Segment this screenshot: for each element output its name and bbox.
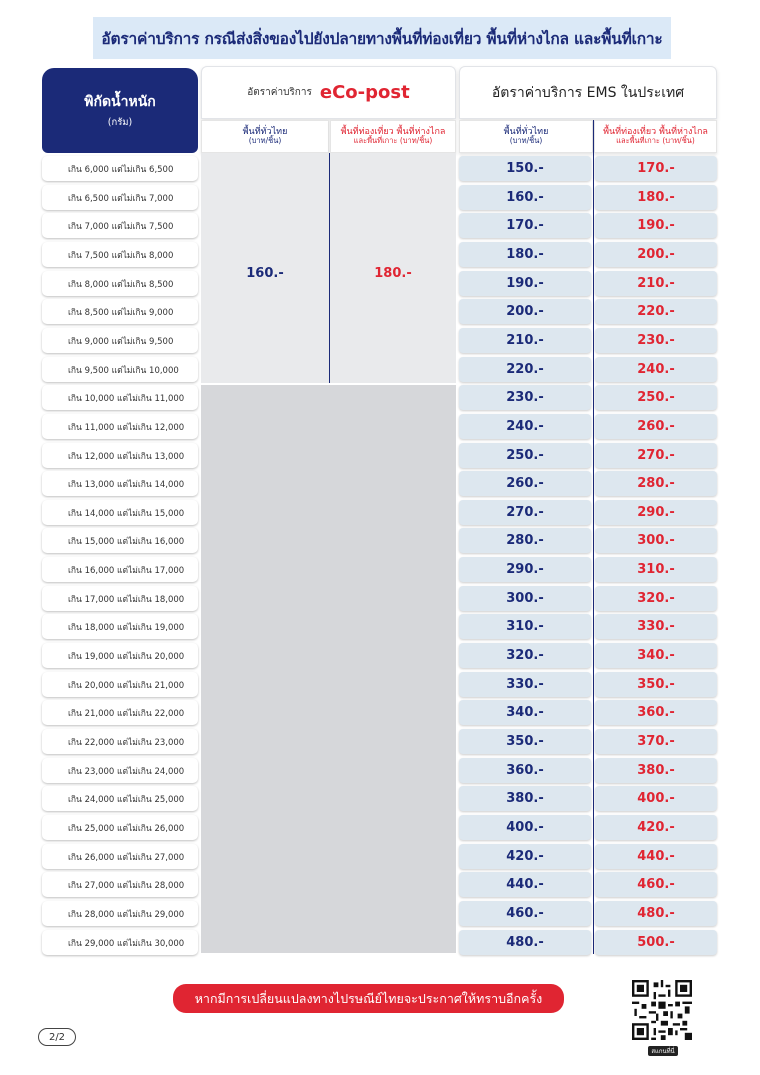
weight-range-cell: เกิน 25,000 แต่ไม่เกิน 26,000 bbox=[42, 815, 198, 840]
change-notice-banner: หากมีการเปลี่ยนแปลงทางไปรษณีย์ไทยจะประกาศให้ทราบอีกครั้ง bbox=[173, 984, 564, 1013]
subheader-line: พื้นที่ทั่วไทย bbox=[503, 126, 549, 137]
ems-remote-subheader bbox=[594, 120, 717, 153]
eco-general-subheader bbox=[201, 120, 329, 153]
subheader-unit: และพื้นที่เกาะ (บาท/ชิ้น) bbox=[616, 136, 695, 146]
page-title: อัตราค่าบริการ กรณีส่งสิ่งของไปยังปลายทางพื้นที่ท่องเที่ยว พื้นที่ห่างไกล และพื้นที่เกาะ bbox=[93, 17, 671, 59]
ems-remote-rate-cell: 290.- bbox=[595, 500, 717, 525]
ems-general-rate-cell: 460.- bbox=[459, 901, 591, 926]
weight-range-cell: เกิน 19,000 แต่ไม่เกิน 20,000 bbox=[42, 643, 198, 668]
subheader-unit: และพื้นที่เกาะ (บาท/ชิ้น) bbox=[353, 136, 433, 146]
weight-range-cell: เกิน 18,000 แต่ไม่เกิน 19,000 bbox=[42, 614, 198, 639]
ems-remote-rate-cell: 360.- bbox=[595, 700, 717, 725]
weight-range-cell: เกิน 28,000 แต่ไม่เกิน 29,000 bbox=[42, 901, 198, 926]
ems-remote-rate-cell: 190.- bbox=[595, 213, 717, 238]
ems-general-rate-cell: 310.- bbox=[459, 614, 591, 639]
ems-general-rate-cell: 180.- bbox=[459, 242, 591, 267]
ems-general-rate-cell: 220.- bbox=[459, 357, 591, 382]
qr-code-icon[interactable] bbox=[632, 980, 692, 1040]
ems-general-rate-cell: 170.- bbox=[459, 213, 591, 238]
ems-remote-rate-cell: 260.- bbox=[595, 414, 717, 439]
ems-general-rate-cell: 210.- bbox=[459, 328, 591, 353]
ems-remote-rate-cell: 170.- bbox=[595, 156, 717, 181]
ems-general-rate-cell: 150.- bbox=[459, 156, 591, 181]
ems-remote-rate-cell: 330.- bbox=[595, 614, 717, 639]
ems-general-rate-cell: 240.- bbox=[459, 414, 591, 439]
ems-general-rate-cell: 200.- bbox=[459, 299, 591, 324]
eco-post-unavailable-block bbox=[201, 385, 456, 953]
ems-general-rate-cell: 160.- bbox=[459, 185, 591, 210]
ems-remote-rate-cell: 400.- bbox=[595, 786, 717, 811]
weight-range-cell: เกิน 9,500 แต่ไม่เกิน 10,000 bbox=[42, 357, 198, 382]
subheader-line: พื้นที่ท่องเที่ยว พื้นที่ห่างไกล bbox=[340, 126, 446, 137]
ems-general-rate-cell: 320.- bbox=[459, 643, 591, 668]
ems-remote-rate-cell: 230.- bbox=[595, 328, 717, 353]
ems-remote-rate-cell: 240.- bbox=[595, 357, 717, 382]
ems-remote-rate-cell: 270.- bbox=[595, 443, 717, 468]
ems-remote-rate-cell: 320.- bbox=[595, 586, 717, 611]
ems-remote-rate-cell: 310.- bbox=[595, 557, 717, 582]
page-number: 2/2 bbox=[38, 1028, 76, 1046]
weight-range-cell: เกิน 8,000 แต่ไม่เกิน 8,500 bbox=[42, 271, 198, 296]
ems-remote-rate-cell: 340.- bbox=[595, 643, 717, 668]
weight-range-cell: เกิน 21,000 แต่ไม่เกิน 22,000 bbox=[42, 700, 198, 725]
weight-range-cell: เกิน 29,000 แต่ไม่เกิน 30,000 bbox=[42, 930, 198, 955]
weight-range-cell: เกิน 16,000 แต่ไม่เกิน 17,000 bbox=[42, 557, 198, 582]
weight-header bbox=[42, 68, 198, 153]
weight-range-cell: เกิน 20,000 แต่ไม่เกิน 21,000 bbox=[42, 672, 198, 697]
weight-range-cell: เกิน 24,000 แต่ไม่เกิน 25,000 bbox=[42, 786, 198, 811]
ems-general-rate-cell: 350.- bbox=[459, 729, 591, 754]
eco-general-rate: 160.- bbox=[246, 266, 284, 281]
ems-general-rate-cell: 190.- bbox=[459, 271, 591, 296]
ems-general-rate-cell: 230.- bbox=[459, 385, 591, 410]
ems-general-rate-cell: 380.- bbox=[459, 786, 591, 811]
ems-general-rate-cell: 340.- bbox=[459, 700, 591, 725]
ems-general-rate-cell: 250.- bbox=[459, 443, 591, 468]
weight-range-cell: เกิน 27,000 แต่ไม่เกิน 28,000 bbox=[42, 872, 198, 897]
ems-remote-rate-cell: 250.- bbox=[595, 385, 717, 410]
ems-remote-rate-cell: 200.- bbox=[595, 242, 717, 267]
ems-general-subheader bbox=[459, 120, 593, 153]
weight-range-cell: เกิน 22,000 แต่ไม่เกิน 23,000 bbox=[42, 729, 198, 754]
eco-post-brand: eCo-post bbox=[319, 82, 410, 103]
weight-range-cell: เกิน 15,000 แต่ไม่เกิน 16,000 bbox=[42, 528, 198, 553]
ems-general-rate-cell: 300.- bbox=[459, 586, 591, 611]
ems-remote-rate-cell: 460.- bbox=[595, 872, 717, 897]
weight-range-cell: เกิน 13,000 แต่ไม่เกิน 14,000 bbox=[42, 471, 198, 496]
ems-remote-rate-cell: 380.- bbox=[595, 758, 717, 783]
weight-range-cell: เกิน 10,000 แต่ไม่เกิน 11,000 bbox=[42, 385, 198, 410]
ems-general-rate-cell: 290.- bbox=[459, 557, 591, 582]
weight-range-cell: เกิน 17,000 แต่ไม่เกิน 18,000 bbox=[42, 586, 198, 611]
eco-remote-rate: 180.- bbox=[374, 266, 412, 281]
ems-remote-rate-cell: 420.- bbox=[595, 815, 717, 840]
ems-remote-rate-cell: 180.- bbox=[595, 185, 717, 210]
subheader-unit: (บาท/ชิ้น) bbox=[248, 136, 282, 146]
ems-remote-rate-cell: 280.- bbox=[595, 471, 717, 496]
ems-general-rate-cell: 330.- bbox=[459, 672, 591, 697]
ems-column-divider bbox=[593, 120, 594, 954]
eco-post-header-label: อัตราค่าบริการ bbox=[247, 87, 312, 98]
ems-general-rate-cell: 270.- bbox=[459, 500, 591, 525]
eco-post-header bbox=[201, 66, 456, 119]
ems-remote-rate-cell: 210.- bbox=[595, 271, 717, 296]
weight-range-cell: เกิน 6,000 แต่ไม่เกิน 6,500 bbox=[42, 156, 198, 181]
subheader-unit: (บาท/ชิ้น) bbox=[509, 136, 543, 146]
weight-range-cell: เกิน 7,500 แต่ไม่เกิน 8,000 bbox=[42, 242, 198, 267]
ems-general-rate-cell: 480.- bbox=[459, 930, 591, 955]
weight-range-cell: เกิน 14,000 แต่ไม่เกิน 15,000 bbox=[42, 500, 198, 525]
weight-range-cell: เกิน 9,000 แต่ไม่เกิน 9,500 bbox=[42, 328, 198, 353]
ems-remote-rate-cell: 220.- bbox=[595, 299, 717, 324]
subheader-line: พื้นที่ท่องเที่ยว พื้นที่ห่างไกล bbox=[603, 126, 708, 137]
weight-range-cell: เกิน 23,000 แต่ไม่เกิน 24,000 bbox=[42, 758, 198, 783]
ems-general-rate-cell: 400.- bbox=[459, 815, 591, 840]
ems-remote-rate-cell: 370.- bbox=[595, 729, 717, 754]
eco-remote-subheader bbox=[330, 120, 456, 153]
ems-remote-rate-cell: 350.- bbox=[595, 672, 717, 697]
subheader-line: พื้นที่ทั่วไทย bbox=[242, 126, 288, 137]
ems-remote-rate-cell: 300.- bbox=[595, 528, 717, 553]
ems-general-rate-cell: 420.- bbox=[459, 844, 591, 869]
ems-remote-rate-cell: 440.- bbox=[595, 844, 717, 869]
ems-remote-rate-cell: 500.- bbox=[595, 930, 717, 955]
ems-remote-rate-cell: 480.- bbox=[595, 901, 717, 926]
ems-general-rate-cell: 360.- bbox=[459, 758, 591, 783]
ems-general-rate-cell: 280.- bbox=[459, 528, 591, 553]
ems-header: อัตราค่าบริการ EMS ในประเทศ bbox=[459, 66, 717, 119]
weight-range-cell: เกิน 12,000 แต่ไม่เกิน 13,000 bbox=[42, 443, 198, 468]
ems-general-rate-cell: 260.- bbox=[459, 471, 591, 496]
weight-header-title: พิกัดน้ำหนัก bbox=[84, 94, 156, 110]
weight-range-cell: เกิน 26,000 แต่ไม่เกิน 27,000 bbox=[42, 844, 198, 869]
weight-range-cell: เกิน 6,500 แต่ไม่เกิน 7,000 bbox=[42, 185, 198, 210]
weight-header-unit: (กรัม) bbox=[107, 117, 133, 128]
weight-range-cell: เกิน 8,500 แต่ไม่เกิน 9,000 bbox=[42, 299, 198, 324]
qr-caption: สแกนที่นี่ bbox=[648, 1046, 678, 1056]
ems-general-rate-cell: 440.- bbox=[459, 872, 591, 897]
weight-range-cell: เกิน 7,000 แต่ไม่เกิน 7,500 bbox=[42, 213, 198, 238]
weight-range-cell: เกิน 11,000 แต่ไม่เกิน 12,000 bbox=[42, 414, 198, 439]
